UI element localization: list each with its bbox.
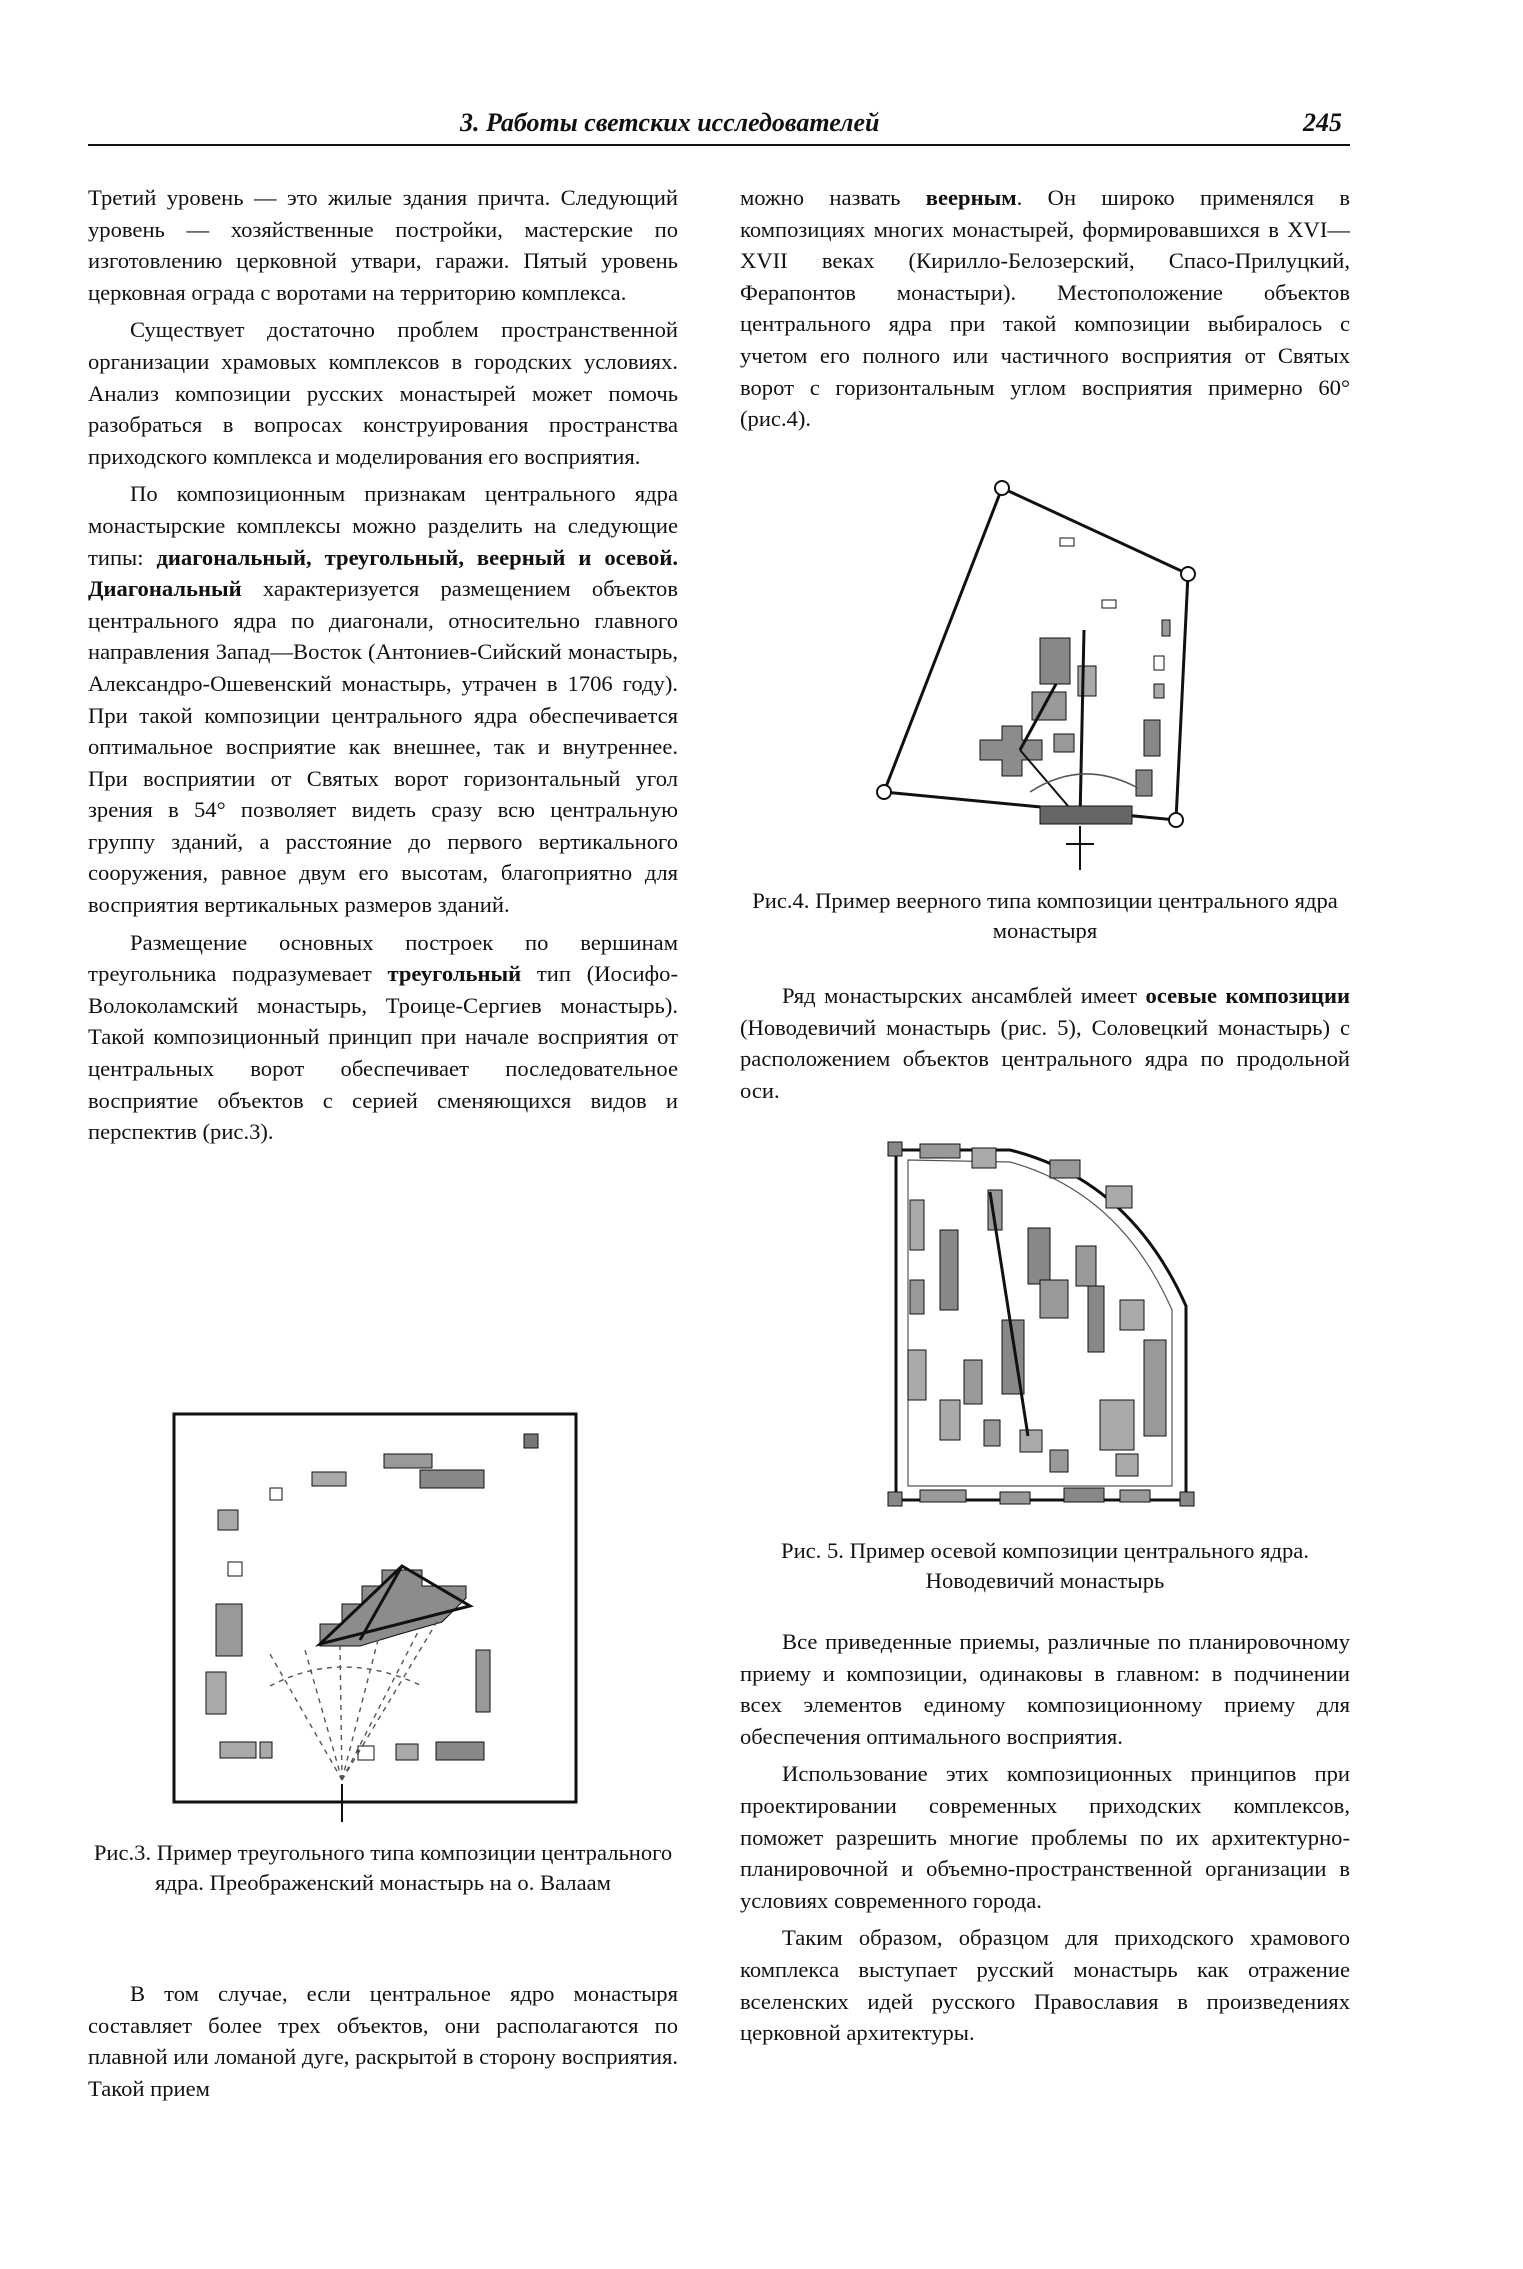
paragraph: Размещение основных построек по вершинам треугольника подразумевает треугольный тип (Иосифо-Волоколамский монастырь, Троице-Сергиев монастырь). Такой композиционный принцип при начале восприятия от центральных ворот обеспечивает последовательное восприятие объектов с серией сменяющихся видов и перспектив (рис.3). [88, 929, 678, 1145]
paragraph: Все приведенные приемы, различные по планировочному приему и композиции, одинаковы в главном: в подчинении всех элементов единому композиционному приему для обеспечения оптимального восприятия. [740, 1629, 1350, 1749]
left-column-text [88, 182, 678, 1148]
figure-3-plan [170, 1410, 590, 1830]
figure-5-caption: Рис. 5. Пример осевой композиции центрального ядра. Новодевичий монастырь [781, 1538, 1309, 1593]
running-header [88, 108, 1350, 146]
paragraph: Использование этих композиционных принципов при проектировании современных приходских комплексов, поможет разрешить многие проблемы по их архитектурно-планировочной и объемно-пространственной организации в условиях современного города. [740, 1761, 1350, 1913]
right-column-text [740, 182, 1350, 435]
figure-5-plan [880, 1130, 1210, 1520]
paragraph: Существует достаточно проблем пространственной организации храмовых комплексов в городских условиях. Анализ композиции русских монастырей может помочь разобраться в вопросах конструирования пространства приходского комплекса и моделирования его восприятия. [88, 317, 678, 469]
running-title: 3. Работы светских исследователей [460, 108, 880, 137]
right-column-text-bottom [740, 1626, 1350, 2049]
right-column-text-middle [740, 980, 1350, 1106]
bold-term: треугольный [387, 961, 522, 987]
paragraph: можно назвать веерным. Он широко применялся в композициях многих монастырей, формировавшихся в XVI—XVII веках (Кирилло-Белозерский, Спасо-Прилуцкий, Ферапонтов монастыри). Местоположение объектов центрального ядра при такой композиции выбиралось с учетом его полного или частичного восприятия от Святых ворот с горизонтальным углом восприятия примерно 60° (рис.4). [740, 185, 1350, 432]
paragraph: В том случае, если центральное ядро монастыря составляет более трех объектов, они располагаются по плавной или ломаной дуге, раскрытой в сторону восприятия. Такой прием [88, 1981, 678, 2101]
figure-4-caption: Рис.4. Пример веерного типа композиции центрального ядра монастыря [752, 888, 1338, 943]
paragraph: Третий уровень — это жилые здания причта. Следующий уровень — хозяйственные постройки, мастерские по изготовлению церковной утвари, гаражи. Пятый уровень церковная ограда с воротами на территорию комплекса. [88, 185, 678, 305]
bold-term: веерным [925, 185, 1017, 210]
left-column-text-bottom [88, 1978, 678, 2104]
bold-term: осевые композиции [1145, 983, 1350, 1008]
paragraph: Ряд монастырских ансамблей имеет осевые композиции (Новодевичий монастырь (рис. 5), Соловецкий монастырь) с расположением объектов центрального ядра по продольной оси. [740, 983, 1350, 1103]
figure-4-plan [870, 470, 1210, 880]
paragraph: По композиционным признакам центрального ядра монастырские комплексы можно разделить на следующие типы: диагональный, треугольный, веерный и осевой. Диагональный характеризуется размещением объектов центрального ядра по диагонали, относительно главного направления Запад—Восток (Антониев-Сийский монастырь, Александро-Ошевенский монастырь, утрачен в 1706 году). При такой композиции центрального ядра обеспечивается оптимальное восприятие как внешнее, так и внутреннее. При восприятии от Святых ворот горизонтальный угол зрения в 54° позволяет видеть сразу всю центральную группу зданий, а расстояние до первого вертикального сооружения, равное двум его высотам, благоприятно для восприятия вертикальных размеров зданий. [88, 481, 678, 918]
page-number: 245 [1303, 108, 1342, 137]
figure-3-caption: Рис.3. Пример треугольного типа композиции центрального ядра. Преображенский монастырь на о. Валаам [93, 1840, 673, 1895]
paragraph: Таким образом, образцом для приходского храмового комплекса выступает русский монастырь как отражение вселенских идей русского Православия в произведениях церковной архитектуры. [740, 1925, 1350, 2046]
bold-term: диагональный, треугольный, веерный и осевой. Диагональный [88, 544, 678, 602]
